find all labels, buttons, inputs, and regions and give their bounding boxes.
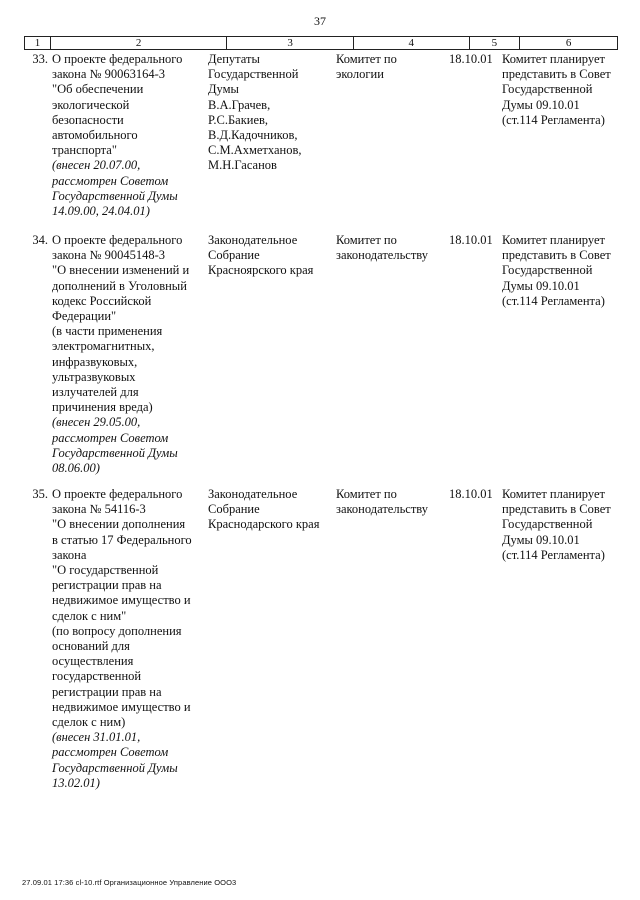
text-line: Думы — [208, 82, 239, 97]
text-line: осуществления — [52, 654, 134, 669]
column-number-5: 5 — [470, 37, 521, 49]
responsible-committee — [336, 233, 448, 263]
text-line: Красноярского края — [208, 263, 314, 278]
text-line: "О внесении изменений и — [52, 263, 190, 278]
committee-plan — [502, 52, 620, 128]
text-line: Государственной — [502, 517, 593, 532]
bill-title — [52, 233, 224, 476]
text-line: закона № 54116-3 — [52, 502, 146, 517]
text-line: в статью 17 Федерального — [52, 532, 192, 547]
text-line: Государственной Думы — [52, 188, 178, 203]
text-line: законодательству — [336, 502, 429, 517]
text-line: (ст.114 Регламента) — [502, 293, 605, 308]
text-line: О проекте федерального — [52, 52, 183, 66]
text-line: Государственной Думы — [52, 760, 178, 775]
text-line: 13.02.01) — [52, 775, 100, 790]
text-line: представить в Совет — [502, 248, 611, 263]
responsible-committee — [336, 52, 448, 82]
text-line: Комитет планирует — [502, 487, 605, 501]
column-number-3: 3 — [227, 37, 354, 49]
bill-author — [208, 233, 333, 279]
bill-title — [52, 52, 224, 219]
text-line: (внесен 31.01.01, — [52, 730, 141, 745]
text-line: причинения вреда) — [52, 400, 153, 415]
text-line: рассмотрен Советом — [52, 173, 169, 188]
text-line: Думы 09.10.01 — [502, 278, 580, 293]
text-line: Комитет по — [336, 52, 397, 66]
consideration-date: 18.10.01 — [449, 487, 493, 501]
text-line: рассмотрен Советом — [52, 430, 169, 445]
text-line: (внесен 20.07.00, — [52, 158, 141, 173]
text-line: ультразвуковых — [52, 369, 136, 384]
text-line: (ст.114 Регламента) — [502, 112, 605, 127]
text-line: "О государственной — [52, 563, 159, 578]
text-line: экологии — [336, 67, 384, 82]
column-number-2: 2 — [51, 37, 227, 49]
text-line: М.Н.Гасанов — [208, 158, 277, 173]
text-line: сделок с ним) — [52, 715, 126, 730]
consideration-date: 18.10.01 — [449, 52, 493, 66]
text-line: Р.С.Бакиев, — [208, 112, 269, 127]
column-number-header — [24, 36, 618, 50]
text-line: "Об обеспечении — [52, 82, 144, 97]
text-line: Собрание — [208, 502, 260, 517]
responsible-committee — [336, 487, 448, 517]
text-line: законодательству — [336, 248, 429, 263]
text-line: Собрание — [208, 248, 260, 263]
text-line: Федерации" — [52, 309, 117, 324]
text-line: Государственной — [208, 67, 299, 82]
committee-plan — [502, 487, 620, 563]
text-line: Государственной — [502, 263, 593, 278]
text-line: закона № 90063164-3 — [52, 67, 166, 82]
text-line: Государственной — [502, 82, 593, 97]
committee-plan — [502, 233, 620, 309]
text-line: закона — [52, 547, 87, 562]
column-number-4: 4 — [354, 37, 470, 49]
text-line: (в части применения — [52, 324, 163, 339]
text-line: транспорта" — [52, 143, 117, 158]
text-line: "О внесении дополнения — [52, 517, 186, 532]
text-line: Думы 09.10.01 — [502, 532, 580, 547]
column-number-1: 1 — [25, 37, 51, 49]
bill-author — [208, 487, 333, 533]
text-line: Комитет по — [336, 487, 397, 501]
text-line: (ст.114 Регламента) — [502, 547, 605, 562]
bill-author — [208, 52, 333, 174]
row-number: 34. — [32, 233, 48, 247]
text-line: (по вопросу дополнения — [52, 623, 182, 638]
text-line: сделок с ним" — [52, 608, 127, 623]
text-line: регистрации прав на — [52, 578, 162, 593]
text-line: регистрации прав на — [52, 684, 162, 699]
text-line: Депутаты — [208, 52, 260, 66]
text-line: представить в Совет — [502, 502, 611, 517]
bill-title — [52, 487, 224, 791]
row-number: 33. — [32, 52, 48, 66]
text-line: автомобильного — [52, 128, 138, 143]
text-line: Думы 09.10.01 — [502, 97, 580, 112]
consideration-date: 18.10.01 — [449, 233, 493, 247]
text-line: О проекте федерального — [52, 487, 183, 501]
text-line: Комитет планирует — [502, 233, 605, 247]
text-line: Законодательное — [208, 233, 298, 247]
text-line: В.А.Грачев, — [208, 97, 271, 112]
text-line: экологической — [52, 97, 130, 112]
column-number-6: 6 — [565, 37, 572, 49]
text-line: электромагнитных, — [52, 339, 155, 354]
text-line: 14.09.00, 24.04.01) — [52, 204, 150, 219]
text-line: безопасности — [52, 112, 124, 127]
text-line: представить в Совет — [502, 67, 611, 82]
text-line: О проекте федерального — [52, 233, 183, 247]
text-line: недвижимое имущество и — [52, 699, 191, 714]
text-line: излучателей для — [52, 385, 139, 400]
page-number: 37 — [314, 14, 326, 28]
text-line: инфразвуковых, — [52, 354, 138, 369]
text-line: Краснодарского края — [208, 517, 320, 532]
text-line: 08.06.00) — [52, 461, 100, 476]
text-line: оснований для — [52, 639, 130, 654]
text-line: недвижимое имущество и — [52, 593, 191, 608]
text-line: Законодательное — [208, 487, 298, 501]
text-line: закона № 90045148-3 — [52, 248, 166, 263]
text-line: Комитет по — [336, 233, 397, 247]
text-line: кодекс Российской — [52, 293, 152, 308]
row-number: 35. — [32, 487, 48, 501]
text-line: (внесен 29.05.00, — [52, 415, 141, 430]
text-line: дополнений в Уголовный — [52, 278, 187, 293]
text-line: Комитет планирует — [502, 52, 605, 66]
page-footer: 27.09.01 17:36 cl-10.rtf Организационное Управление ООО3 — [22, 878, 237, 887]
text-line: Государственной Думы — [52, 445, 178, 460]
text-line: С.М.Ахметханов, — [208, 143, 302, 158]
text-line: государственной — [52, 669, 142, 684]
text-line: В.Д.Кадочников, — [208, 128, 298, 143]
text-line: рассмотрен Советом — [52, 745, 169, 760]
